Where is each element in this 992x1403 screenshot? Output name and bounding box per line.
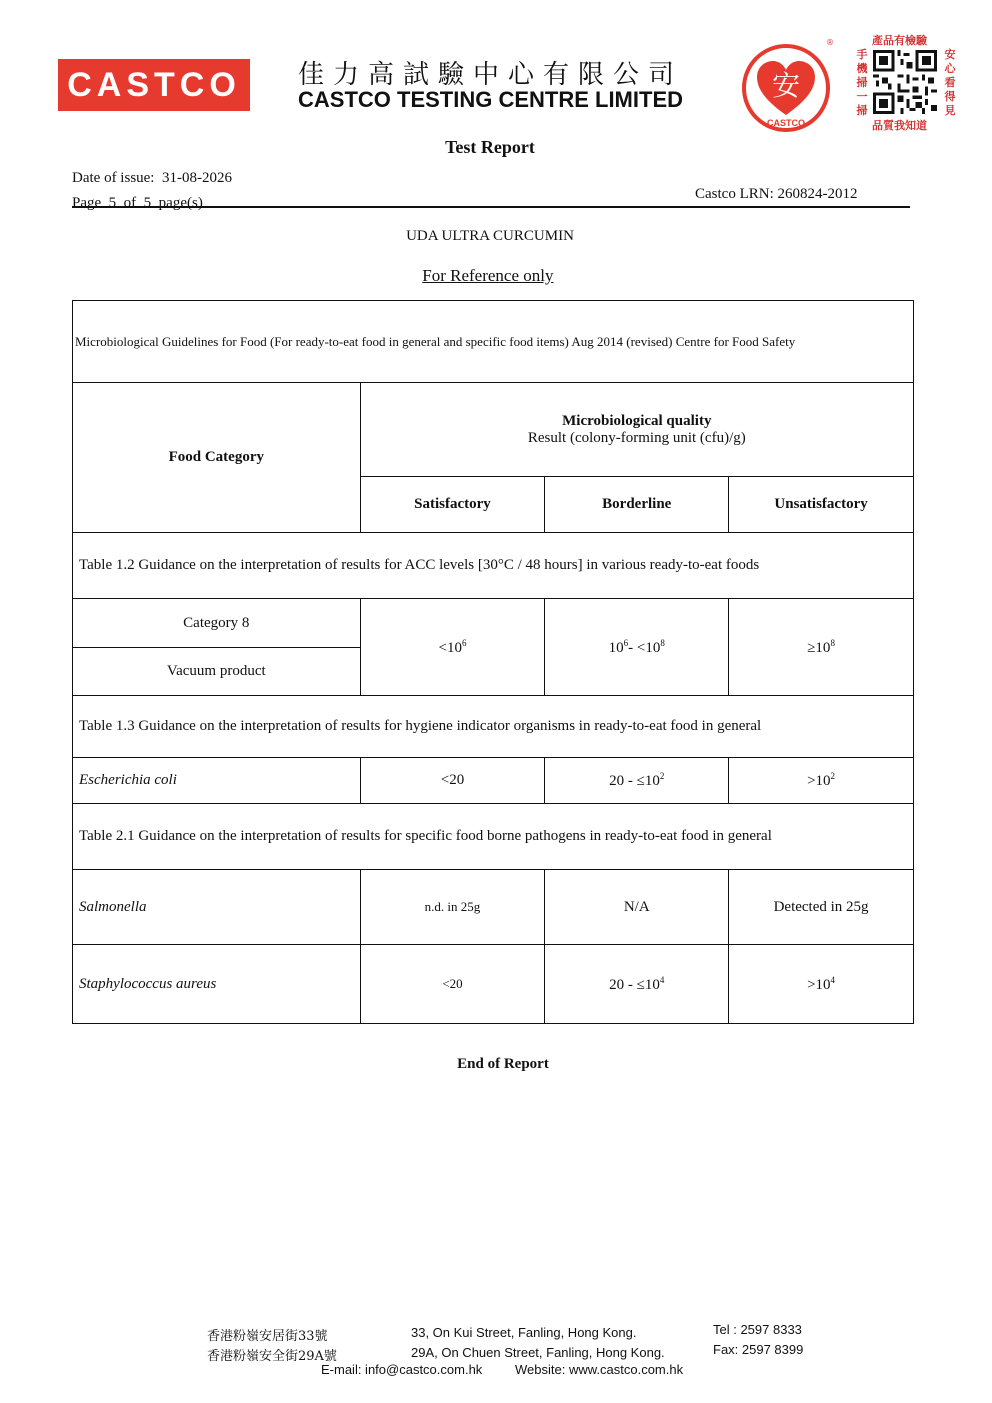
quality-subtitle: Result (colony-forming unit (cfu)/g)	[527, 429, 746, 446]
guideline-title: Microbiological Guidelines for Food (For ready-to-eat food in general and specific food items) Aug 2014 (revised) Centre for Food Safety	[73, 301, 914, 383]
lrn-value: 260824-2012	[777, 186, 858, 202]
footer-address-en-1: 33, On Kui Street, Fanling, Hong Kong.	[411, 1325, 637, 1340]
castco-lrn	[695, 186, 858, 203]
qr-caption-left: 手機掃一掃	[856, 48, 868, 117]
footer-tel: Tel : 2597 8333	[713, 1322, 802, 1337]
table-2-1-title-row	[73, 804, 914, 870]
qr-code-icon	[873, 50, 937, 114]
table-row	[73, 758, 914, 804]
qr-caption-bottom: 品質我知道	[872, 119, 927, 132]
acc-unsatisfactory-cell: $\ge 10^8$	[729, 599, 914, 696]
seal-label: CASTCO	[767, 118, 805, 128]
seal-character: 安	[771, 69, 801, 102]
staphylococcus-aureus-cell: Staphylococcus aureus	[73, 945, 361, 1024]
staph-satisfactory-cell: <20	[360, 945, 545, 1024]
end-of-report: End of Report	[457, 1056, 549, 1072]
page-of: of	[123, 195, 137, 211]
salmonella-unsatisfactory-cell: Detected in 25g	[729, 870, 914, 945]
page-total: 5	[143, 195, 152, 211]
escherichia-coli-cell: Escherichia coli	[73, 758, 361, 804]
ecoli-borderline-cell: $20 - \le 10^2$	[545, 758, 729, 804]
salmonella-cell: Salmonella	[73, 870, 361, 945]
page-word: Page	[72, 195, 102, 211]
category-8-cell: Category 8	[73, 599, 361, 648]
unsatisfactory-header: Unsatisfactory	[729, 477, 914, 533]
guideline-title-row	[73, 301, 914, 383]
footer-website: Website: www.castco.com.hk	[515, 1362, 684, 1377]
acc-borderline-cell: $10^6- <10^8$	[545, 599, 729, 696]
table-row	[73, 599, 914, 648]
salmonella-satisfactory-cell: n.d. in 25g	[360, 870, 545, 945]
company-name-english: CASTCO TESTING CENTRE LIMITED	[298, 87, 683, 112]
date-value: 31-08-2026	[161, 170, 232, 186]
date-of-issue	[72, 170, 232, 187]
qr-caption-top: 產品有檢驗	[872, 34, 927, 47]
salmonella-borderline-cell: N/A	[545, 870, 729, 945]
reference-note	[0, 266, 980, 286]
table-1-2-title: Table 1.2 Guidance on the interpretation of results for ACC levels [30°C / 48 hours] in various ready-to-eat foods	[73, 533, 914, 599]
report-title: Test Report	[445, 137, 535, 157]
date-label: Date of issue:	[72, 170, 155, 186]
registered-mark-icon: ®	[826, 38, 834, 47]
vacuum-product-cell: Vacuum product	[73, 648, 361, 696]
table-row	[73, 945, 914, 1024]
quality-title: Microbiological quality	[562, 412, 712, 429]
table-2-1-title: Table 2.1 Guidance on the interpretation of results for specific food borne pathogens in ready-to-eat food in general	[73, 804, 914, 870]
microbiological-guidelines-table	[72, 300, 914, 1024]
table-row	[73, 870, 914, 945]
table-1-3-title-row	[73, 696, 914, 758]
lrn-label: Castco LRN:	[695, 186, 774, 202]
castco-seal-logo	[741, 43, 831, 133]
table-header-row	[73, 383, 914, 477]
footer-email: E-mail: info@castco.com.hk	[321, 1362, 483, 1377]
table-1-2-title-row	[73, 533, 914, 599]
footer-address-cn-2: 香港粉嶺安全街29A號	[207, 1349, 337, 1364]
footer-address-cn-1: 香港粉嶺安居街33號	[207, 1329, 328, 1344]
acc-satisfactory-cell: $<10^6$	[360, 599, 545, 696]
qr-caption-right: 安心看得見	[944, 48, 956, 117]
product-name: UDA ULTRA CURCUMIN	[406, 228, 574, 244]
food-category-header: Food Category	[73, 383, 361, 533]
staph-borderline-cell: $20 - \le 10^4$	[545, 945, 729, 1024]
table-1-3-title: Table 1.3 Guidance on the interpretation of results for hygiene indicator organisms in ready-to-eat food in general	[73, 696, 914, 758]
page-number: 5	[108, 195, 117, 211]
company-name-chinese: 佳力高試驗中心有限公司	[298, 60, 684, 90]
page-suffix: page(s)	[158, 195, 203, 211]
ecoli-satisfactory-cell: <20	[360, 758, 545, 804]
microbiological-quality-header	[360, 383, 913, 477]
borderline-header: Borderline	[545, 477, 729, 533]
page-indicator	[72, 195, 203, 212]
castco-logo: CASTCO	[58, 59, 250, 111]
staph-unsatisfactory-cell: $>10^4$	[729, 945, 914, 1024]
footer-fax: Fax: 2597 8399	[713, 1342, 804, 1357]
header-divider	[72, 206, 910, 208]
satisfactory-header: Satisfactory	[360, 477, 545, 533]
ecoli-unsatisfactory-cell: $>10^2$	[729, 758, 914, 804]
footer-address-en-2: 29A, On Chuen Street, Fanling, Hong Kong.	[411, 1345, 665, 1360]
reference-text: For Reference only	[422, 266, 554, 285]
